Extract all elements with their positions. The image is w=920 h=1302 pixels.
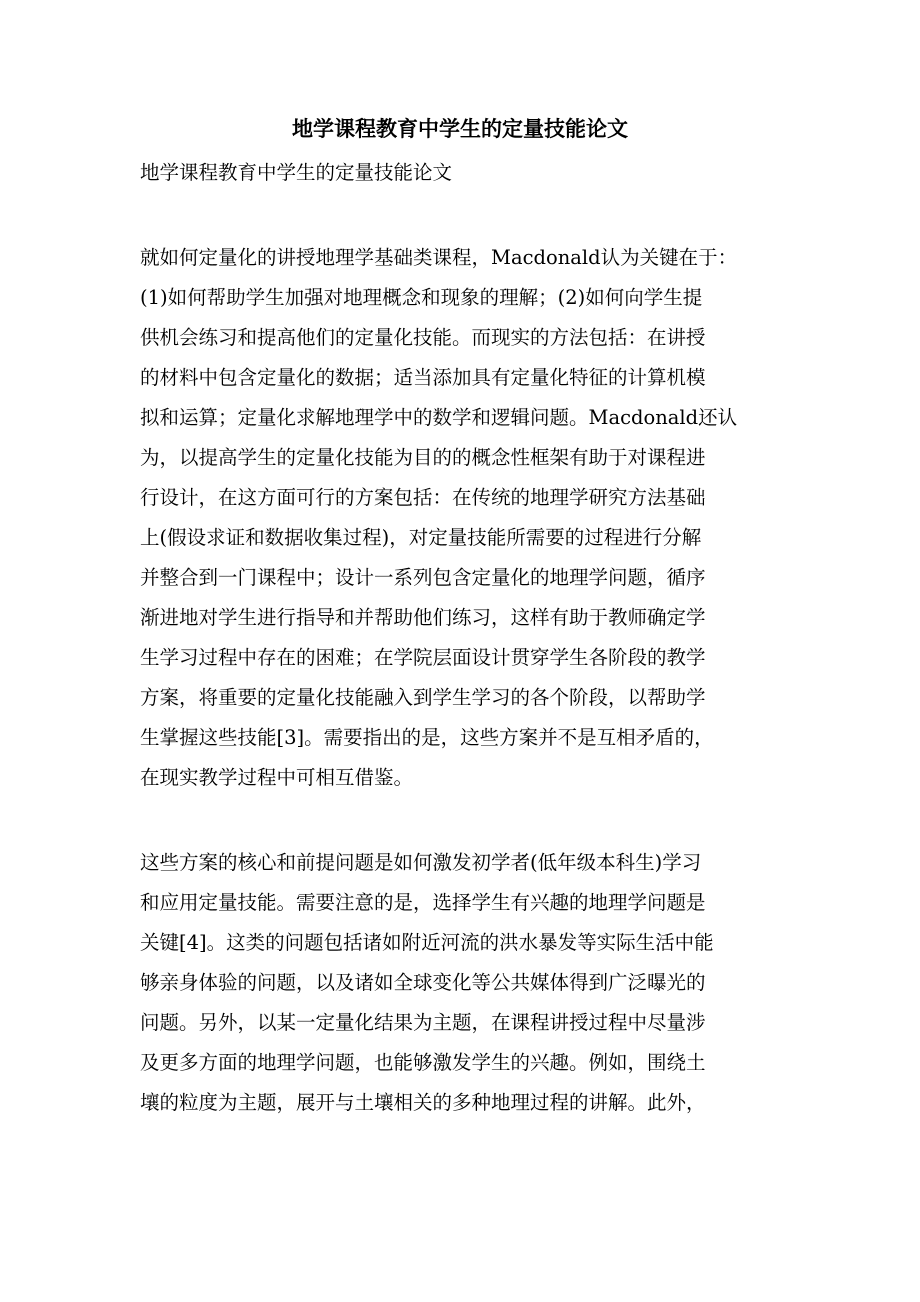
paragraph-1-line: 的材料中包含定量化的数据；适当添加具有定量化特征的计算机模: [140, 366, 706, 389]
paragraph-2-line: 这些方案的核心和前提问题是如何激发初学者(低年级本科生)学习: [140, 851, 702, 874]
paragraph-1-line: 拟和运算；定量化求解地理学中的数学和逻辑问题。Macdonald还认: [140, 406, 738, 429]
paragraph-1-line: 供机会练习和提高他们的定量化技能。而现实的方法包括：在讲授: [140, 326, 706, 349]
paragraph-1-line: 并整合到一门课程中；设计一系列包含定量化的地理学问题，循序: [140, 566, 706, 589]
paragraph-1-line: 渐进地对学生进行指导和并帮助他们练习，这样有助于教师确定学: [140, 606, 706, 629]
paragraph-2-line: 关键[4]。这类的问题包括诸如附近河流的洪水暴发等实际生活中能: [140, 931, 714, 954]
paragraph-1-line: 上(假设求证和数据收集过程)，对定量技能所需要的过程进行分解: [140, 526, 702, 549]
document-title: 地学课程教育中学生的定量技能论文: [292, 116, 628, 141]
paragraph-1-line: 在现实教学过程中可相互借鉴。: [140, 766, 414, 789]
paragraph-1-line: 生掌握这些技能[3]。需要指出的是，这些方案并不是互相矛盾的，: [140, 726, 714, 749]
paragraph-2-line: 及更多方面的地理学问题，也能够激发学生的兴趣。例如，围绕土: [140, 1051, 706, 1074]
paragraph-1-line: 生学习过程中存在的困难；在学院层面设计贯穿学生各阶段的教学: [140, 646, 706, 669]
paragraph-1-line: 为，以提高学生的定量化技能为目的的概念性框架有助于对课程进: [140, 446, 706, 469]
paragraph-2-line: 问题。另外，以某一定量化结果为主题，在课程讲授过程中尽量涉: [140, 1011, 706, 1034]
document-subtitle: 地学课程教育中学生的定量技能论文: [140, 161, 453, 184]
paragraph-2-line: 和应用定量技能。需要注意的是，选择学生有兴趣的地理学问题是: [140, 891, 706, 914]
paragraph-2-line: 壤的粒度为主题，展开与土壤相关的多种地理过程的讲解。此外，: [140, 1091, 706, 1114]
paragraph-1-line: 行设计，在这方面可行的方案包括：在传统的地理学研究方法基础: [140, 486, 706, 509]
paragraph-1-line: 方案，将重要的定量化技能融入到学生学习的各个阶段，以帮助学: [140, 686, 706, 709]
paragraph-2-line: 够亲身体验的问题，以及诸如全球变化等公共媒体得到广泛曝光的: [140, 971, 706, 994]
paragraph-1-line: 就如何定量化的讲授地理学基础类课程，Macdonald认为关键在于：: [140, 246, 738, 269]
paragraph-1-line: (1)如何帮助学生加强对地理概念和现象的理解；(2)如何向学生提: [140, 286, 703, 309]
